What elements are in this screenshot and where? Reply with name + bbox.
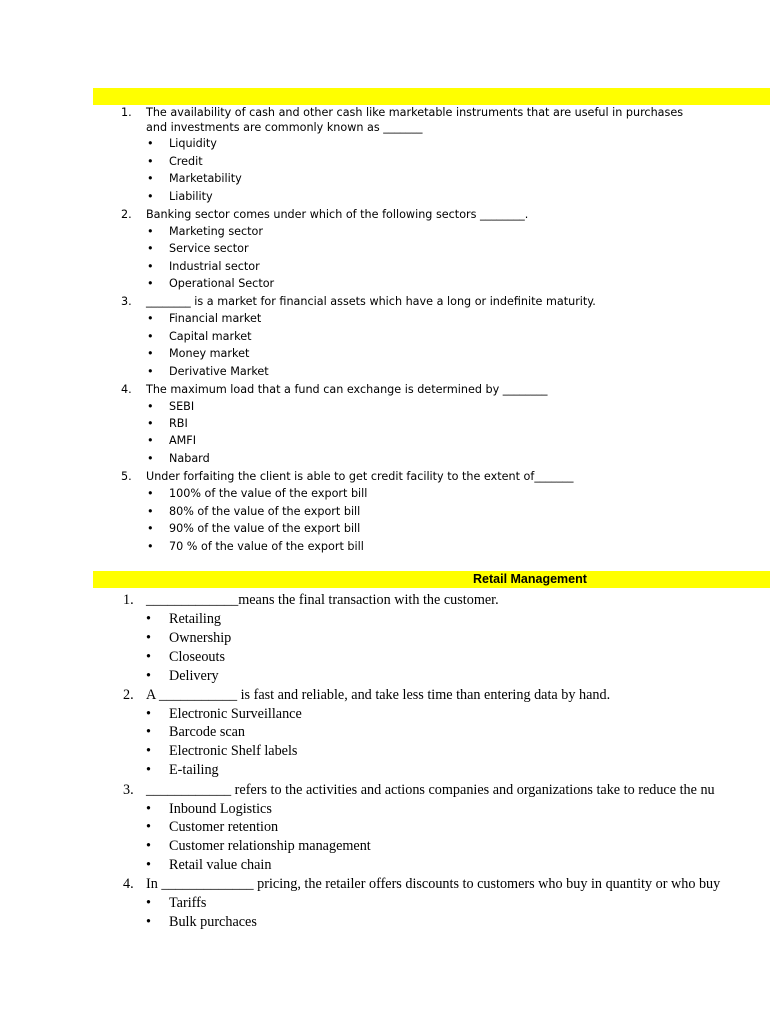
question-text bbox=[121, 470, 574, 484]
section-title: Retail Management bbox=[473, 572, 587, 586]
answer-option: • Operational Sector bbox=[169, 277, 274, 291]
answer-option: • Delivery bbox=[169, 667, 219, 685]
question-line: The availability of cash and other cash like marketable instruments that are useful in purchases bbox=[146, 106, 684, 119]
answer-option: • Financial market bbox=[169, 312, 261, 326]
answer-option: • Retailing bbox=[169, 610, 221, 628]
answer-option: • Barcode scan bbox=[169, 723, 245, 741]
answer-option: • 100% of the value of the export bill bbox=[169, 487, 367, 501]
question-number: 4. bbox=[121, 383, 132, 396]
question-line: ____________ refers to the activities and actions companies and organizations take to reduce the nu bbox=[146, 782, 715, 798]
question-number: 5. bbox=[121, 470, 132, 483]
answer-option: • Closeouts bbox=[169, 648, 225, 666]
answer-option: • 70 % of the value of the export bill bbox=[169, 540, 364, 554]
answer-option: • Electronic Surveillance bbox=[169, 705, 302, 723]
answer-option: • 80% of the value of the export bill bbox=[169, 505, 360, 519]
answer-option: • Customer retention bbox=[169, 818, 278, 836]
answer-option: • Ownership bbox=[169, 629, 231, 647]
question-line: ________ is a market for financial assets which have a long or indefinite maturity. bbox=[146, 295, 596, 308]
question-number: 3. bbox=[123, 782, 134, 798]
question-line: In _____________ pricing, the retailer offers discounts to customers who buy in quantity or who buy bbox=[146, 876, 721, 892]
question-number: 1. bbox=[123, 592, 134, 608]
question-line: A ___________ is fast and reliable, and take less time than entering data by hand. bbox=[146, 687, 611, 703]
answer-option: • Credit bbox=[169, 155, 203, 169]
question-number: 2. bbox=[121, 208, 132, 221]
answer-option: • Liquidity bbox=[169, 137, 217, 151]
answer-option: • E-tailing bbox=[169, 761, 219, 779]
answer-option: • 90% of the value of the export bill bbox=[169, 522, 360, 536]
answer-option: • Derivative Market bbox=[169, 365, 269, 379]
answer-option: • AMFI bbox=[169, 434, 196, 448]
question-line: The maximum load that a fund can exchange is determined by ________ bbox=[146, 383, 548, 396]
answer-option: • Customer relationship management bbox=[169, 837, 371, 855]
question-number: 3. bbox=[121, 295, 132, 308]
answer-option: • Bulk purchaces bbox=[169, 913, 257, 931]
question-text bbox=[121, 383, 548, 397]
question-number: 2. bbox=[123, 687, 134, 703]
question-line: and investments are commonly known as _______ bbox=[146, 121, 423, 134]
question-number: 4. bbox=[123, 876, 134, 892]
answer-option: • Liability bbox=[169, 190, 213, 204]
question-line: Under forfaiting the client is able to get credit facility to the extent of_______ bbox=[146, 470, 574, 483]
answer-option: • Retail value chain bbox=[169, 856, 271, 874]
question-number: 1. bbox=[121, 106, 132, 119]
answer-option: • RBI bbox=[169, 417, 188, 431]
question-text bbox=[123, 875, 721, 893]
question-text bbox=[123, 591, 499, 609]
answer-option: • SEBI bbox=[169, 400, 194, 414]
question-line: Banking sector comes under which of the following sectors ________. bbox=[146, 208, 529, 221]
question-text bbox=[121, 208, 529, 222]
answer-option: • Service sector bbox=[169, 242, 249, 256]
question-text bbox=[123, 781, 715, 799]
answer-option: • Industrial sector bbox=[169, 260, 260, 274]
section-header-highlight bbox=[93, 88, 770, 105]
section-header-highlight bbox=[93, 571, 770, 588]
answer-option: • Capital market bbox=[169, 330, 252, 344]
answer-option: • Inbound Logistics bbox=[169, 800, 272, 818]
question-text bbox=[121, 295, 596, 309]
answer-option: • Marketability bbox=[169, 172, 242, 186]
question-text bbox=[121, 106, 684, 120]
answer-option: • Money market bbox=[169, 347, 249, 361]
answer-option: • Nabard bbox=[169, 452, 210, 466]
answer-option: • Electronic Shelf labels bbox=[169, 742, 297, 760]
question-line: _____________means the final transaction with the customer. bbox=[146, 592, 499, 608]
answer-option: • Marketing sector bbox=[169, 225, 263, 239]
answer-option: • Tariffs bbox=[169, 894, 206, 912]
question-text bbox=[146, 121, 422, 135]
question-text bbox=[123, 686, 611, 704]
